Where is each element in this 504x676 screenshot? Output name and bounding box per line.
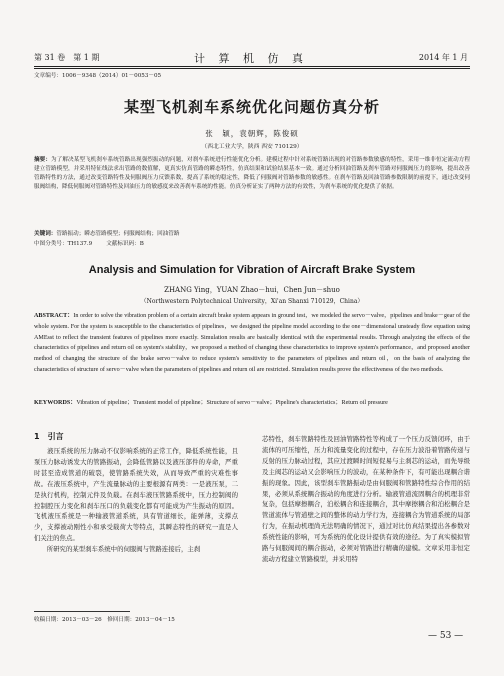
page-number: — 53 —: [428, 631, 464, 641]
abstract-en-text: In order to solve the vibration problem of a certain aircraft brake system appears in ground test，we modeled the servo－valve，pipelines and brake－gear of the whole system. For the system is susceptible to the characteristics of pipelines，we designed the pipeline model according to the one－dimensional unsteady flow equation using AMEsst to reflect the transient features of pipelines more exactly. Simulation results are basically identical with the experimental results. Through analyzing the effects of the characteristics of pipelines and return oil on system's stability，we proposed a method of changing these characteristics to improve system's performance，and proposed another method of changing the structure of the brake servo－valve to reduce system's sensitivity to the parameters of pipelines and return oil，on the basis of analyzing the characteristics of structure of servo－valve when the parameters of pipelines and return oil are restricted. Simulation results prove the effectiveness of the two methods.: [34, 313, 471, 373]
keywords-en-label: KEYWORDS：: [34, 400, 77, 406]
keywords-chinese: [34, 229, 470, 237]
article-number: 文章编号：1006－9348（2014）01－0053－05: [34, 73, 162, 79]
title-english: Analysis and Simulation for Vibration of Aircraft Brake System: [88, 264, 416, 276]
abstract-chinese: [34, 156, 470, 192]
header-rule-thin: [34, 68, 470, 69]
document-code: 文献标识码：B: [106, 241, 144, 247]
classification-chinese: [34, 239, 470, 247]
title-chinese: 某型飞机刹车系统优化问题仿真分析: [123, 98, 380, 116]
affiliation-english: （Northwestern Polytechnical University，Xi'an Shanxi 710129，China）: [140, 298, 364, 305]
keywords-english: [34, 398, 470, 409]
clc-number: 中图分类号：TH137.9: [34, 241, 93, 247]
issue-date: 2014 年 1 月: [418, 53, 468, 62]
section-heading-introduction: 1 引言: [34, 432, 64, 441]
abstract-en-label: ABSTRACT：: [34, 313, 74, 319]
header-rule: [34, 66, 470, 67]
received-date: 收稿日期：2013－03－26 修回日期：2013－04－15: [34, 617, 175, 623]
keywords-en-text: Vibration of pipeline；Transient model of pipeline；Structure of servo－valve；Pipeline's characteristics；Return oil pressure: [76, 400, 388, 406]
abstract-english: [34, 311, 470, 376]
footnote-rule: [34, 611, 130, 612]
authors-english: ZHANG Ying，YUAN Zhao－hui，Chen Jun－shuo: [164, 286, 340, 294]
abstract-cn-label: 摘要：: [34, 157, 51, 163]
journal-name: 计 算 机 仿 真: [194, 52, 308, 65]
body-column-right: 芯特性，刹车管路特性及回油管路特性等构成了一个压力反馈闭环，由于流体的可压缩性，压力和流量变化的过程中，存在压力波沿着管路传递与反射的压力脉动过程，其应过渡瞬时间短促易与主刹芯的运动，而先导级及主阀芯的运动又会影响压力的波动，在某种条件下，有可能出现耦合谐振的现象。因此，该型刹车管路振动是由伺服阀和管路特性综合作用的结果，必须从系统耦合振动的角度进行分析。输液管道流固耦合的机理非常复杂，包括摩擦耦合，泊松耦合和连接耦合，其中摩擦耦合和泊松耦合是管道流体与管道壁之间的整体的动力学行为，连接耦合为管道系统的局部行为，在振动机理尚无法明确的情况下，通过对比仿真结果提出各参数对系统性能的影响，可为系统的优化设计提供有效的途径。为了真实模拟管路与伺服阀间的耦合振动，必须对管路进行精确的建模。文章采用非恒定流动方程建立管路模型，并采用特: [262, 435, 470, 563]
keywords-cn-text: 管路振动；瞬态管路模型；伺服阀结构；回油管路: [56, 231, 180, 237]
running-header: [34, 50, 468, 64]
body-column-left: 液压系统的压力脉动不仅影响系统的正常工作，降低系统性能，且泵压力脉动诱发大的管路振动，会降低管路以及液压部件的寿命，严重时甚至造成管道的破裂，使管路系统失效，从而导致严重的灾难性事故。在液压系统中，产生流量脉动的主要根源有两类：一是液压泵，二是执行机构，控制元件及负载。在刹车液压管路系统中，压力控制阀的控制腔压力变化和刹车压口的负载变化都有可能成为产生振动的原因。飞机液压系统是一种输液管道系统，具有管道细长，能弹薄，支撑点少，支撑被动刚性小和承受载荷大等特点，其瞬态特性的研究一直是人们关注的焦点。 所研究的某型刹车系统中的伺服阀与管路连接后，主刹: [34, 447, 238, 554]
keywords-cn-label: 关键词：: [34, 231, 57, 237]
volume-issue: 第 31 卷 第 1 期: [34, 53, 100, 62]
authors-chinese: 张 颖，袁朝辉，陈俊硕: [205, 129, 299, 138]
affiliation-chinese: （西北工业大学，陕西 西安 710129）: [201, 144, 303, 150]
abstract-cn-text: 为了解决某型飞机刹车系统管路出现强烈振动的问题，对刹车系统进行性能优化分析。建模过程中针对系统管路出现的对管路参数敏感的特性，采用一维非恒定流动方程建立管路模型，并采用特征线法求出管路的数值解，更真实仿真管路的瞬态特性，仿真结果和试验结果基本一致。通过分析回油管路及刹车管路对伺服阀压力的影响，提出改善管路特性的方法，通过改变管路特性及伺服阀压力反馈系数，提高了系统的稳定性，降低了伺服阀对管路参数的敏感性。在刹车管路及回油管路参数限制的前提下，通过改变伺服阀结构，降低伺服阀对管路特性及回油压力的敏感度来改善刹车系统的性能。仿真分析证实了两种方法的有效性，为刹车系统的优化提供了依据。: [34, 157, 470, 190]
